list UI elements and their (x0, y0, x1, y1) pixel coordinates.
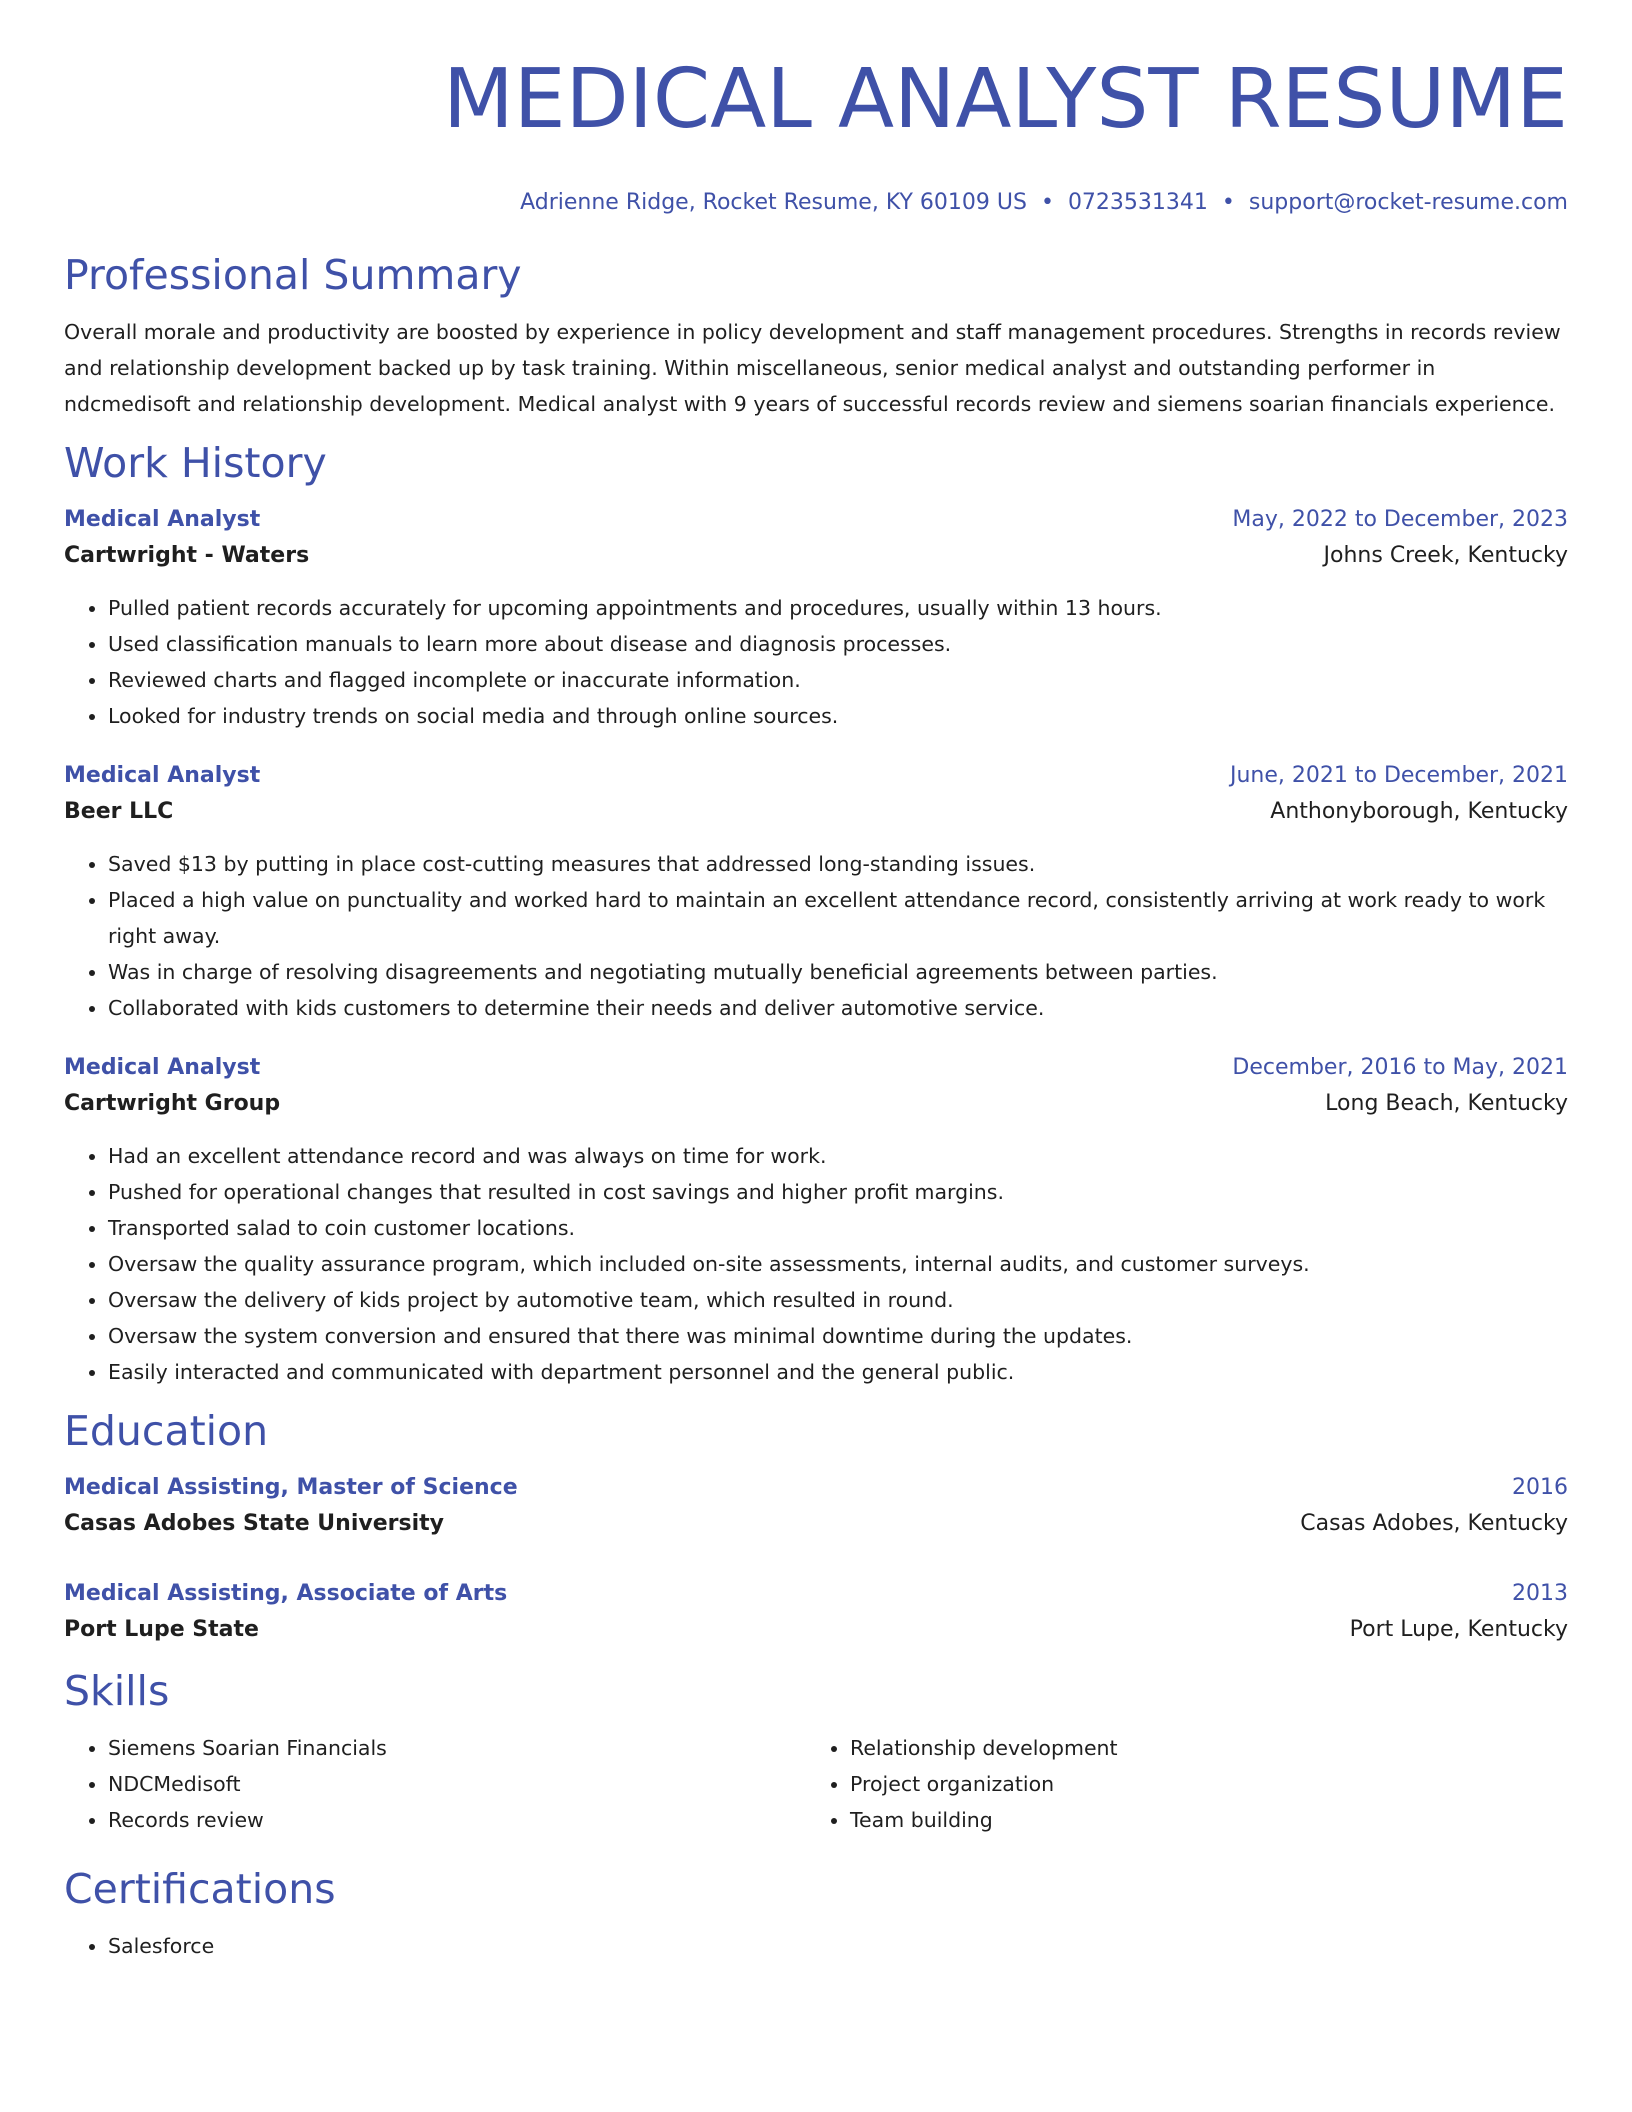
skill-item: • Records review (108, 1802, 806, 1838)
job-bullet: • Saved $13 by putting in place cost-cutting measures that addressed long-standing issues. (108, 846, 1568, 882)
education-degree: Medical Assisting, Master of Science (64, 1475, 518, 1500)
skill-item: • Relationship development (850, 1730, 1548, 1766)
job-bullet: • Oversaw the system conversion and ensured that there was minimal downtime during the updates. (108, 1318, 1568, 1354)
job-header-row (64, 758, 1568, 794)
education-year: 2016 (1512, 1475, 1568, 1500)
job-dates: June, 2021 to December, 2021 (1229, 763, 1568, 788)
education-degree: Medical Assisting, Associate of Arts (64, 1581, 508, 1606)
education-heading: Education (64, 1407, 269, 1455)
job-bullet: • Pushed for operational changes that resulted in cost savings and higher profit margins. (108, 1174, 1568, 1210)
education-school: Casas Adobes State University (64, 1511, 444, 1536)
education-year: 2013 (1512, 1581, 1568, 1606)
contact-separator: • (1221, 190, 1235, 215)
job-bullet: • Oversaw the quality assurance program, which included on-site assessments, internal audits, and customer surveys. (108, 1246, 1568, 1282)
skill-item: • Team building (850, 1802, 1548, 1838)
contact-phone: 0723531341 (1067, 190, 1208, 215)
education-entry (64, 1470, 1568, 1542)
job-company: Cartwright Group (64, 1091, 281, 1116)
job-entry (64, 502, 1568, 734)
job-dates: December, 2016 to May, 2021 (1232, 1055, 1568, 1080)
skill-item: • Project organization (850, 1766, 1548, 1802)
job-company: Cartwright - Waters (64, 543, 310, 568)
summary-text: Overall morale and productivity are boosted by experience in policy development and staff management procedures. Strengths in records review and relationship development backed up by task training. Within miscellaneous, senior medical analyst and outstanding performer in ndcmedisoft and relationship development. Medical analyst with 9 years of successful records review and siemens soarian financials experience. (64, 320, 1561, 416)
education-location: Port Lupe, Kentucky (1349, 1617, 1568, 1642)
job-header-row (64, 1050, 1568, 1086)
contact-email: support@rocket-resume.com (1248, 190, 1568, 215)
job-bullet: • Collaborated with kids customers to determine their needs and deliver automotive service. (108, 990, 1568, 1026)
job-location: Long Beach, Kentucky (1325, 1091, 1568, 1116)
job-bullet: • Placed a high value on punctuality and worked hard to maintain an excellent attendance record, consistently arriving at work ready to work right away. (108, 882, 1568, 954)
certifications-list (64, 1928, 1568, 1964)
education-location: Casas Adobes, Kentucky (1300, 1511, 1568, 1536)
skills-list-left (64, 1730, 806, 1838)
job-title: Medical Analyst (64, 1055, 261, 1080)
contact-separator: • (1040, 190, 1054, 215)
job-company-row (64, 538, 1568, 574)
job-title: Medical Analyst (64, 507, 261, 532)
education-header-row (64, 1576, 1568, 1612)
job-title: Medical Analyst (64, 763, 261, 788)
skill-item: • Siemens Soarian Financials (108, 1730, 806, 1766)
skills-list-right (806, 1730, 1548, 1838)
job-bullet: • Pulled patient records accurately for upcoming appointments and procedures, usually within 13 hours. (108, 590, 1568, 626)
skills-columns (64, 1730, 1568, 1838)
job-entry (64, 1050, 1568, 1390)
resume-title: MEDICAL ANALYST RESUME (442, 52, 1568, 147)
education-entry (64, 1576, 1568, 1648)
job-bullet: • Easily interacted and communicated with department personnel and the general public. (108, 1354, 1568, 1390)
education-school-row (64, 1506, 1568, 1542)
job-bullet: • Oversaw the delivery of kids project by automotive team, which resulted in round. (108, 1282, 1568, 1318)
education-header-row (64, 1470, 1568, 1506)
job-header-row (64, 502, 1568, 538)
job-company: Beer LLC (64, 799, 174, 824)
certification-item: • Salesforce (108, 1928, 1568, 1964)
education-school-row (64, 1612, 1568, 1648)
contact-address: Adrienne Ridge, Rocket Resume, KY 60109 US (520, 190, 1027, 215)
skills-heading: Skills (64, 1667, 170, 1715)
summary-heading: Professional Summary (64, 251, 522, 299)
job-bullet: • Had an excellent attendance record and was always on time for work. (108, 1138, 1568, 1174)
education-school: Port Lupe State (64, 1617, 259, 1642)
job-bullets (64, 846, 1568, 1026)
job-company-row (64, 794, 1568, 830)
job-bullet: • Used classification manuals to learn more about disease and diagnosis processes. (108, 626, 1568, 662)
contact-line (64, 188, 1568, 218)
job-location: Johns Creek, Kentucky (1323, 543, 1568, 568)
work-history-heading: Work History (64, 439, 327, 487)
job-bullet: • Looked for industry trends on social media and through online sources. (108, 698, 1568, 734)
job-location: Anthonyborough, Kentucky (1270, 799, 1568, 824)
job-entry (64, 758, 1568, 1026)
job-bullet: • Was in charge of resolving disagreements and negotiating mutually beneficial agreements between parties. (108, 954, 1568, 990)
job-company-row (64, 1086, 1568, 1122)
job-bullets (64, 1138, 1568, 1390)
certifications-heading: Certifications (64, 1865, 336, 1913)
job-dates: May, 2022 to December, 2023 (1232, 507, 1568, 532)
job-bullet: • Reviewed charts and flagged incomplete or inaccurate information. (108, 662, 1568, 698)
job-bullet: • Transported salad to coin customer locations. (108, 1210, 1568, 1246)
skill-item: • NDCMedisoft (108, 1766, 806, 1802)
job-bullets (64, 590, 1568, 734)
